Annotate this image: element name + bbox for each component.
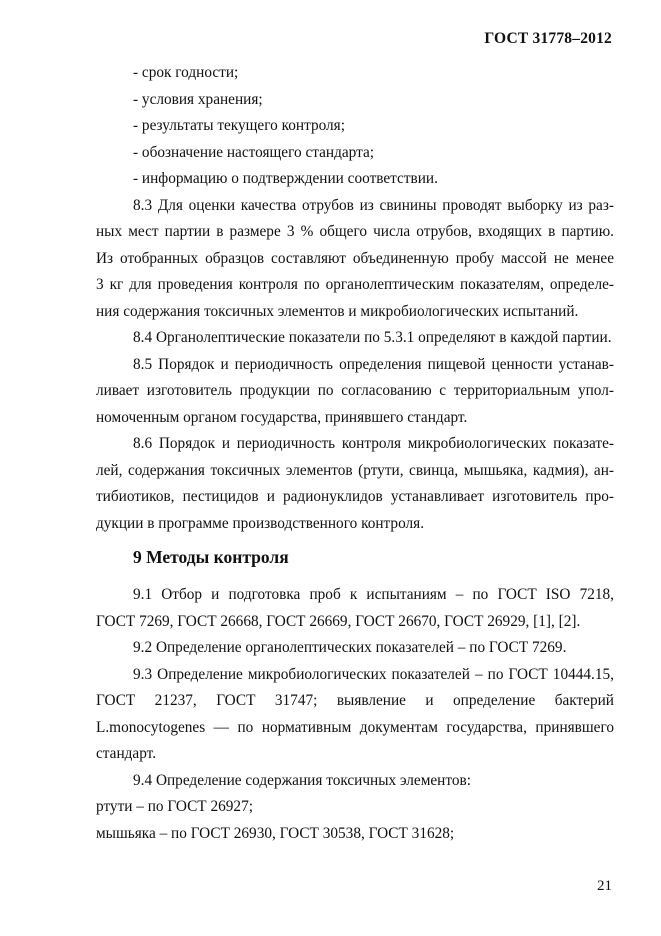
list-item-shelf-life: - срок годности; [133,64,239,81]
paragraph-9-4-arsenic: мышьяка – по ГОСТ 26930, ГОСТ 30538, ГОСТ 31628; [96,824,455,842]
section-heading-9: 9 Методы контроля [133,547,289,567]
paragraph-8-3-line-3: Из отобранных образцов составляют объединенную пробу массой не менее [96,249,614,267]
paragraph-9-2: 9.2 Определение органолептических показателей – по ГОСТ 7269. [133,639,567,656]
list-item-conformity-info: - информацию о подтверждении соответствии. [133,170,438,187]
paragraph-8-3-line-2: ных мест партии в размере 3 % общего числа отрубов, входящих в партию. [96,223,614,240]
paragraph-8-6-line-2: лей, содержания токсичных элементов (ртути, свинца, мышьяка, кадмия), ан- [96,461,614,479]
list-item-storage-conditions: - условия хранения; [133,90,263,108]
paragraph-9-4: 9.4 Определение содержания токсичных элементов: [133,771,471,789]
paragraph-9-3-line-1: 9.3 Определение микробиологических показателей – по ГОСТ 10444.15, [133,665,614,683]
paragraph-8-6-line-3: тибиотиков, пестицидов и радионуклидов устанавливает изготовитель про- [96,488,614,505]
paragraph-8-6-line-1: 8.6 Порядок и периодичность контроля микробиологических показате- [133,435,614,452]
page-header-standard: ГОСТ 31778–2012 [484,30,612,47]
paragraph-8-3-line-5: ния содержания токсичных элементов и микробиологических испытаний. [96,302,579,320]
paragraph-8-5-line-2: ливает изготовитель продукции по согласованию с территориальным упол- [96,382,614,399]
document-body [96,60,614,847]
paragraph-8-5-line-3: номоченным органом государства, принявшего стандарт. [96,408,468,426]
paragraph-8-5-line-1: 8.5 Порядок и периодичность определения пищевой ценности устанав- [133,355,614,373]
paragraph-8-4: 8.4 Органолептические показатели по 5.3.1 определяют в каждой партии. [133,329,612,346]
paragraph-9-1-line-1: 9.1 Отбор и подготовка проб к испытаниям – по ГОСТ ISO 7218, [133,586,614,603]
paragraph-9-4-mercury: ртути – по ГОСТ 26927; [96,798,253,815]
paragraph-8-6-line-4: дукции в программе производственного контроля. [96,514,425,532]
paragraph-9-1-line-2: ГОСТ 7269, ГОСТ 26668, ГОСТ 26669, ГОСТ 26670, ГОСТ 26929, [1], [2]. [96,612,581,630]
list-item-control-results: - результаты текущего контроля; [133,117,345,134]
paragraph-9-3-line-2: ГОСТ 21237, ГОСТ 31747; выявление и определение бактерий [96,692,614,709]
list-item-standard-designation: - обозначение настоящего стандарта; [133,143,375,161]
paragraph-9-3-line-3: L.monocytogenes — по нормативным документам государства, принявшего [96,718,614,736]
page-number: 21 [597,878,612,894]
paragraph-8-3-line-1: 8.3 Для оценки качества отрубов из свинины проводят выборку из раз- [133,196,614,214]
paragraph-8-3-line-4: 3 кг для проведения контроля по органолептическим показателям, определе- [96,276,614,293]
paragraph-9-3-line-4: стандарт. [96,745,157,762]
